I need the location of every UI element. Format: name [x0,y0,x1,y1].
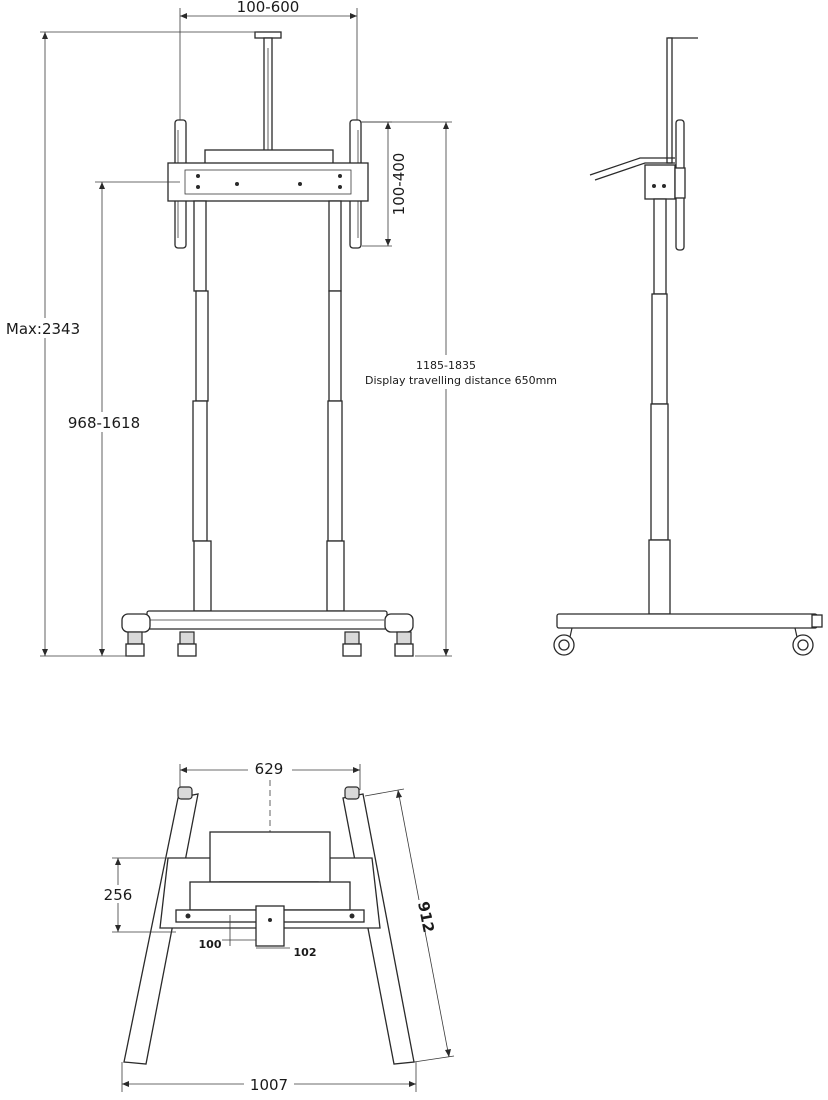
center-height-label: 1185-1835 [416,359,476,372]
vesa-height-label: 100-400 [390,152,408,216]
vesa-width-label: 100-600 [236,0,300,16]
leg-length-label: 912 [414,899,438,935]
mount-height-label: 968-1618 [67,414,141,432]
offset-b-label: 102 [293,946,317,959]
side-view [554,38,822,655]
front-view [4,0,562,656]
travel-distance-note: Display travelling distance 650mm [364,374,558,387]
top-width-label: 629 [254,760,284,778]
top-view [98,758,454,1094]
plate-depth-label: 256 [103,886,133,904]
bottom-width-label: 1007 [249,1076,289,1094]
offset-a-label: 100 [198,938,222,951]
max-height-label: Max:2343 [5,320,81,338]
